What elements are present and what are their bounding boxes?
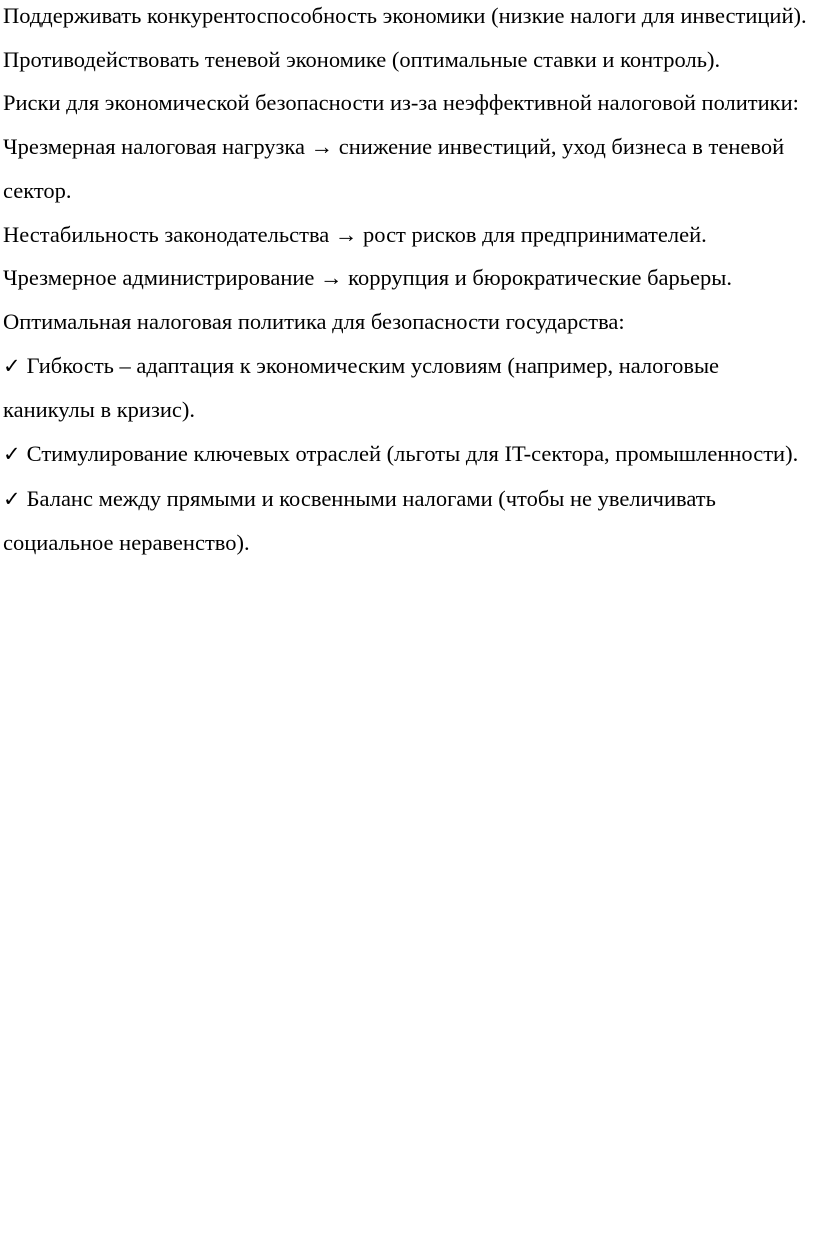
checkmark-icon: ✓	[3, 486, 21, 511]
paragraph-shadow-economy: Противодействовать теневой экономике (оптимальные ставки и контроль).	[3, 46, 721, 72]
checklist-item	[3, 477, 812, 565]
paragraph-competitiveness: Поддерживать конкурентоспособность экономики (низкие налоги для инвестиций).	[3, 3, 807, 28]
paragraph-optimal-policy-heading: Оптимальная налоговая политика для безопасности государства:	[3, 308, 625, 334]
document-body	[3, 0, 812, 565]
checklist-item-text: Баланс между прямыми и косвенными налогами (чтобы не увеличивать социальное неравенство).	[3, 485, 716, 556]
checklist-item	[3, 344, 812, 432]
paragraph-risks-heading: Риски для экономической безопасности из-за неэффективной налоговой политики:	[3, 90, 799, 116]
paragraph-administration: Чрезмерное администрирование → коррупция и бюрократические барьеры.	[3, 265, 732, 291]
checklist-item-text: Стимулирование ключевых отраслей (льготы для IT-сектора, промышленности).	[26, 441, 799, 467]
checkmark-icon: ✓	[3, 353, 21, 378]
checklist-item	[3, 432, 812, 477]
checklist-item-text: Гибкость – адаптация к экономическим условиям (например, налоговые каникулы в кризис).	[3, 352, 720, 423]
checkmark-icon: ✓	[3, 442, 21, 467]
paragraph-instability: Нестабильность законодательства → рост рисков для предпринимателей.	[3, 221, 707, 247]
paragraph-tax-burden: Чрезмерная налоговая нагрузка → снижение инвестиций, уход бизнеса в теневой сектор.	[3, 134, 785, 203]
